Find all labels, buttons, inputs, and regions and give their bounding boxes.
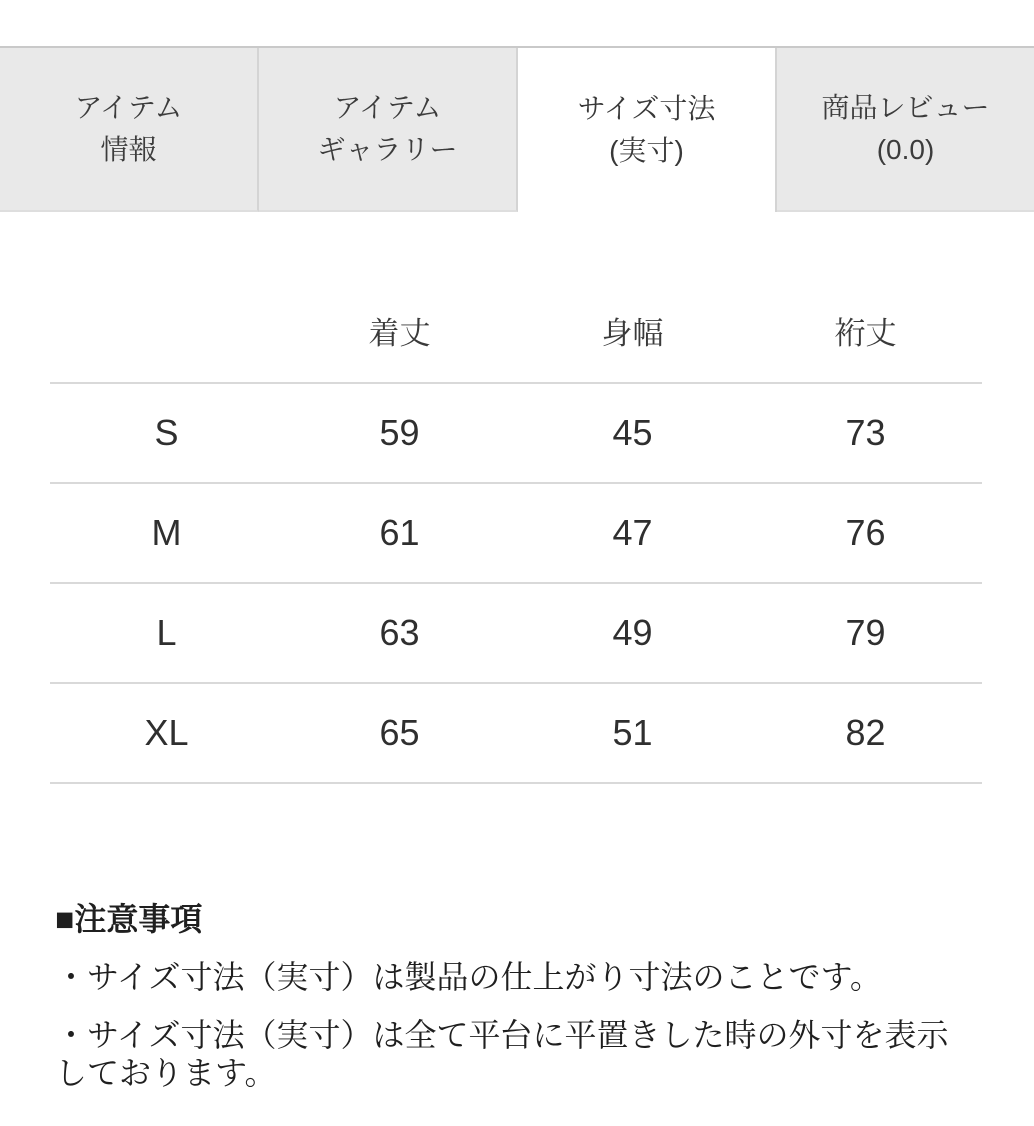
table-row-l — [50, 583, 982, 683]
notes-heading: ■注意事項 — [55, 901, 203, 937]
value-cell: 45 — [516, 383, 749, 483]
tab-size-chart[interactable] — [518, 48, 777, 212]
corner-cell — [50, 278, 283, 383]
tab-label-line2: (実寸) — [609, 135, 684, 166]
value-cell: 59 — [283, 383, 516, 483]
value-cell: 51 — [516, 683, 749, 783]
note-item: ・サイズ寸法（実寸）は製品の仕上がり寸法のことです。 — [55, 959, 882, 996]
column-header-sleeve: 裄丈 — [749, 278, 982, 383]
value-cell: 73 — [749, 383, 982, 483]
size-label: M — [50, 483, 283, 583]
notes-section — [55, 902, 985, 1092]
value-cell: 61 — [283, 483, 516, 583]
table-row-s — [50, 383, 982, 483]
size-label: XL — [50, 683, 283, 783]
tab-item-info[interactable] — [0, 48, 259, 212]
table-row-m — [50, 483, 982, 583]
table-row-xl — [50, 683, 982, 783]
value-cell: 49 — [516, 583, 749, 683]
tab-label-line2: (0.0) — [876, 134, 935, 165]
note-item: ・サイズ寸法（実寸）は全て平台に平置きした時の外寸を表示しております。 — [55, 1016, 949, 1091]
value-cell: 65 — [283, 683, 516, 783]
value-cell: 79 — [749, 583, 982, 683]
size-chart-screen — [0, 46, 1034, 1092]
value-cell: 82 — [749, 683, 982, 783]
value-cell: 47 — [516, 483, 749, 583]
tab-label-line2: ギャラリー — [317, 134, 458, 165]
tab-item-gallery[interactable] — [259, 48, 518, 212]
size-label: L — [50, 583, 283, 683]
size-table — [50, 278, 982, 784]
column-header-length: 着丈 — [283, 278, 516, 383]
tab-product-review[interactable] — [777, 48, 1034, 212]
tab-label-line2: 情報 — [100, 134, 157, 165]
value-cell: 63 — [283, 583, 516, 683]
tab-bar — [0, 46, 1034, 212]
size-label: S — [50, 383, 283, 483]
column-header-width: 身幅 — [516, 278, 749, 383]
value-cell: 76 — [749, 483, 982, 583]
size-table-header-row — [50, 278, 982, 383]
tab-label-line1: サイズ寸法 — [577, 93, 716, 124]
tab-label-line1: アイテム — [333, 92, 442, 123]
tab-label-line1: 商品レビュー — [821, 92, 990, 123]
tab-label-line1: アイテム — [74, 92, 183, 123]
